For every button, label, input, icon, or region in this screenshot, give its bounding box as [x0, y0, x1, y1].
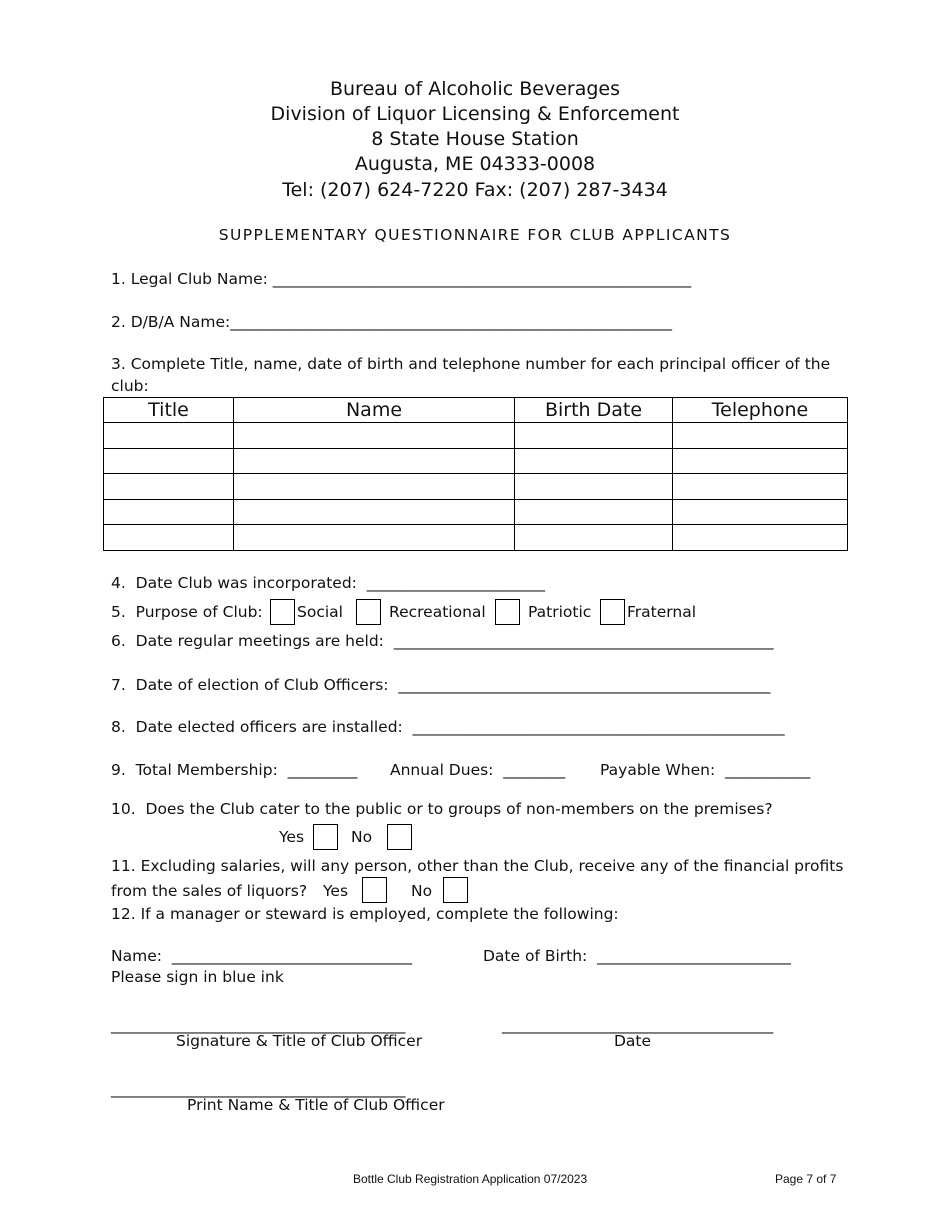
installation-date-field[interactable]: 8. Date elected officers are installed: ________________________________________________ [111, 718, 785, 736]
print-name-line[interactable]: ______________________________________ [111, 1080, 406, 1098]
fraternal-checkbox[interactable] [600, 599, 625, 625]
city-line: Augusta, ME 04333-0008 [354, 153, 596, 175]
col-header-name: Name [234, 398, 515, 423]
division-name: Division of Liquor Licensing & Enforcement [270, 103, 680, 125]
officer-telephone-cell[interactable] [673, 474, 848, 500]
q10-no-checkbox[interactable] [387, 824, 412, 850]
table-row [104, 499, 848, 525]
date-line[interactable]: ___________________________________ [502, 1016, 774, 1034]
officers-table [103, 397, 848, 551]
address-line: 8 State House Station [371, 128, 579, 150]
q11-question: 11. Excluding salaries, will any person, other than the Club, receive any of the financial profits [111, 857, 844, 875]
officer-title-cell[interactable] [104, 499, 234, 525]
election-date-field[interactable]: 7. Date of election of Club Officers: ________________________________________________ [111, 676, 771, 694]
table-row [104, 474, 848, 500]
recreational-label: Recreational [389, 603, 486, 621]
footer-doc-title: Bottle Club Registration Application 07/2023 [353, 1172, 588, 1186]
officer-name-cell[interactable] [234, 474, 515, 500]
officer-birth-date-cell[interactable] [515, 448, 673, 474]
table-row [104, 448, 848, 474]
officer-telephone-cell[interactable] [673, 448, 848, 474]
agency-name: Bureau of Alcoholic Beverages [329, 78, 621, 100]
dba-name-field[interactable]: 2. D/B/A Name:_________________________________________________________ [111, 313, 672, 331]
officer-birth-date-cell[interactable] [515, 423, 673, 449]
manager-dob-field[interactable]: Date of Birth: _________________________ [483, 947, 791, 965]
q11-question-cont: from the sales of liquors? [111, 882, 308, 900]
page-number: Page 7 of 7 [775, 1172, 837, 1186]
date-label: Date [614, 1032, 652, 1050]
signature-label: Signature & Title of Club Officer [176, 1032, 423, 1050]
patriotic-label: Patriotic [528, 603, 592, 621]
contact-line: Tel: (207) 624-7220 Fax: (207) 287-3434 [282, 179, 668, 201]
col-header-birth-date: Birth Date [515, 398, 673, 423]
total-membership-field[interactable]: 9. Total Membership: _________ [111, 761, 358, 779]
officer-birth-date-cell[interactable] [515, 525, 673, 551]
fraternal-label: Fraternal [627, 603, 697, 621]
incorporation-date-field[interactable]: 4. Date Club was incorporated: _______________________ [111, 574, 545, 592]
table-header-row [104, 398, 848, 423]
patriotic-checkbox[interactable] [495, 599, 520, 625]
signature-line[interactable]: ______________________________________ [111, 1016, 406, 1034]
q11-no-label: No [411, 882, 433, 900]
officer-name-cell[interactable] [234, 499, 515, 525]
officer-name-cell[interactable] [234, 448, 515, 474]
manager-name-field[interactable]: Name: _______________________________ [111, 947, 413, 965]
recreational-checkbox[interactable] [356, 599, 381, 625]
print-name-label: Print Name & Title of Club Officer [187, 1096, 445, 1114]
sign-note: Please sign in blue ink [111, 968, 284, 986]
col-header-title: Title [104, 398, 234, 423]
q10-yes-checkbox[interactable] [313, 824, 338, 850]
col-header-telephone: Telephone [673, 398, 848, 423]
officer-title-cell[interactable] [104, 525, 234, 551]
q3-instructions: 3. Complete Title, name, date of birth and telephone number for each principal officer of the [111, 355, 831, 373]
form-title: SUPPLEMENTARY QUESTIONNAIRE FOR CLUB APPLICANTS [218, 226, 732, 244]
officer-name-cell[interactable] [234, 423, 515, 449]
q11-yes-checkbox[interactable] [362, 877, 387, 903]
meeting-dates-field[interactable]: 6. Date regular meetings are held: _________________________________________________ [111, 632, 774, 650]
officer-title-cell[interactable] [104, 474, 234, 500]
q10-no-label: No [351, 828, 373, 846]
officer-birth-date-cell[interactable] [515, 499, 673, 525]
payable-when-field[interactable]: Payable When: ___________ [600, 761, 811, 779]
social-checkbox[interactable] [270, 599, 295, 625]
officer-telephone-cell[interactable] [673, 525, 848, 551]
officer-telephone-cell[interactable] [673, 423, 848, 449]
purpose-label: 5. Purpose of Club: [111, 603, 263, 621]
q12-instructions: 12. If a manager or steward is employed, complete the following: [111, 905, 619, 923]
q10-question: 10. Does the Club cater to the public or to groups of non-members on the premises? [111, 800, 773, 818]
annual-dues-field[interactable]: Annual Dues: ________ [390, 761, 566, 779]
q10-yes-label: Yes [279, 828, 305, 846]
officer-title-cell[interactable] [104, 448, 234, 474]
officer-title-cell[interactable] [104, 423, 234, 449]
officer-telephone-cell[interactable] [673, 499, 848, 525]
officer-name-cell[interactable] [234, 525, 515, 551]
table-row [104, 423, 848, 449]
table-row [104, 525, 848, 551]
social-label: Social [297, 603, 343, 621]
legal-club-name-field[interactable]: 1. Legal Club Name: ______________________________________________________ [111, 270, 692, 288]
officer-birth-date-cell[interactable] [515, 474, 673, 500]
q11-yes-label: Yes [323, 882, 349, 900]
q11-no-checkbox[interactable] [443, 877, 468, 903]
q3-instructions-cont: club: [111, 377, 149, 395]
